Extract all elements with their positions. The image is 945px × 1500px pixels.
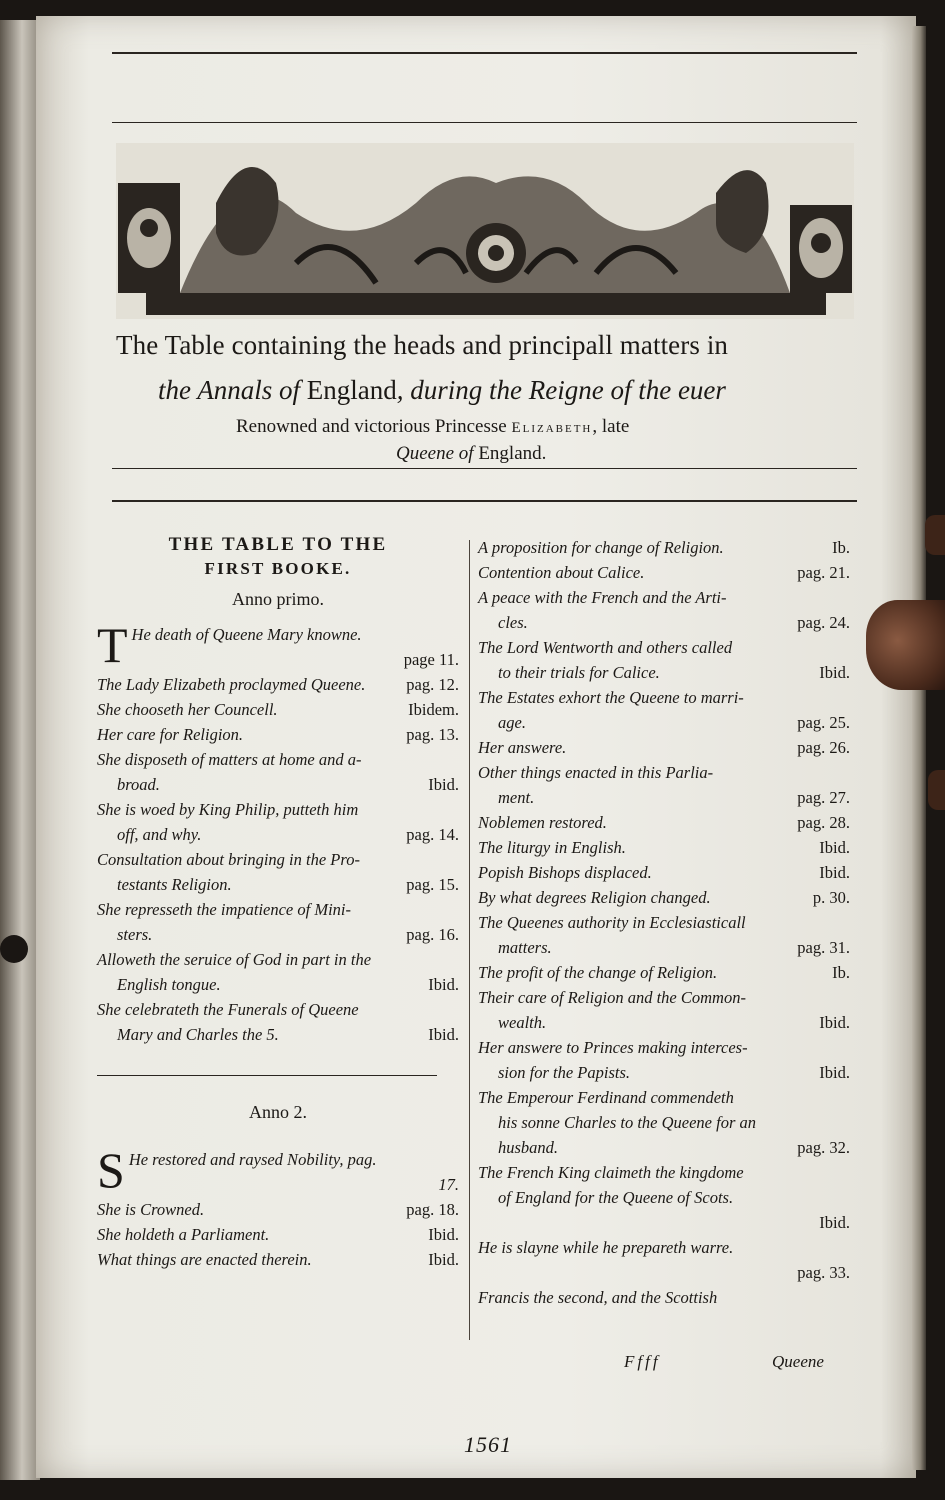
- catchword: Queene: [772, 1352, 824, 1371]
- signature-mark: Ffff: [624, 1352, 661, 1371]
- entry-continuation: his sonne Charles to the Queene for an: [498, 1113, 757, 1132]
- anno-2: Anno 2.: [249, 1102, 307, 1122]
- entry-page-ref: Ibid.: [819, 663, 850, 682]
- table-entry: [97, 722, 459, 747]
- binding-hole: [0, 935, 28, 963]
- entry-page-ref: pag. 28.: [797, 813, 850, 832]
- table-entry: [478, 1035, 850, 1085]
- clasp-bottom: [928, 770, 945, 810]
- folio-number: 1561: [464, 1432, 512, 1457]
- entry-page-ref: pag. 14.: [406, 825, 459, 844]
- table-entry: [478, 885, 850, 910]
- entry-text: He restored and raysed Nobility, pag.: [128, 1150, 377, 1169]
- entry-continuation: of England for the Queene of Scots.: [498, 1188, 734, 1207]
- top-rule: [112, 52, 857, 54]
- entry-page-ref: p. 30.: [812, 888, 850, 907]
- title-line-2c: , during the Reigne of the euer: [396, 375, 726, 405]
- table-entry: [478, 810, 850, 835]
- table-entry: [97, 997, 459, 1047]
- entry-page-ref: Ib.: [832, 538, 850, 557]
- table-entry: [478, 760, 850, 810]
- entry-continuation: cles.: [498, 613, 528, 632]
- entry-text: A proposition for change of Religion.: [478, 538, 724, 557]
- table-entry: [478, 835, 850, 860]
- table-entry: [478, 1160, 850, 1235]
- table-entry: [97, 1197, 459, 1222]
- entry-page-ref: Ibid.: [428, 1250, 459, 1269]
- left-column: [97, 533, 459, 1272]
- table-entry: [97, 747, 459, 797]
- entry-text: He is slayne while he prepareth warre.: [478, 1238, 734, 1257]
- title-line-4b: England.: [478, 443, 547, 464]
- entry-continuation: 17.: [438, 1175, 459, 1194]
- entry-continuation: sters.: [117, 925, 153, 944]
- entry-page-ref: pag. 32.: [797, 1138, 850, 1157]
- table-entry: [478, 735, 850, 760]
- table-entry: [478, 960, 850, 985]
- column-divider: [469, 540, 470, 1340]
- entry-continuation-2: [478, 1210, 850, 1235]
- book-heading-line-1: THE TABLE TO THE: [168, 534, 388, 555]
- entry-page-ref: pag. 27.: [797, 788, 850, 807]
- entry-text: Alloweth the seruice of God in part in the: [97, 950, 372, 969]
- title-line-2b: England: [306, 375, 397, 405]
- table-entry: [478, 585, 850, 635]
- entry-text: She celebrateth the Funerals of Queene: [97, 1000, 359, 1019]
- entry-text: She is woed by King Philip, putteth him: [97, 800, 359, 819]
- title-line-2: [158, 375, 818, 406]
- right-column: [478, 535, 850, 1310]
- table-entry: [478, 910, 850, 960]
- entry-page-ref: pag. 33.: [797, 1263, 850, 1282]
- top-rule-2: [112, 122, 857, 123]
- entries-anno-primo: [97, 617, 459, 1047]
- clasp-top: [925, 515, 945, 555]
- entry-page-ref: pag. 31.: [797, 938, 850, 957]
- entry-text: Contention about Calice.: [478, 563, 645, 582]
- entry-text: The Estates exhort the Queene to marri-: [478, 688, 744, 707]
- title-line-3: [236, 416, 629, 438]
- title-line-1: The Table containing the heads and principall matters in: [116, 330, 729, 360]
- table-entry: [478, 860, 850, 885]
- entry-page-ref: pag. 12.: [406, 675, 459, 694]
- entry-text: Consultation about bringing in the Pro-: [97, 850, 360, 869]
- entry-continuation-2: husband.: [498, 1138, 559, 1157]
- entries-anno-2: [97, 1142, 459, 1272]
- entry-continuation: Mary and Charles the 5.: [117, 1025, 279, 1044]
- entry-page-ref: Ibidem.: [408, 700, 459, 719]
- table-entry: [478, 560, 850, 585]
- drop-cap: T: [97, 617, 128, 673]
- entry-text: By what degrees Religion changed.: [478, 888, 711, 907]
- entry-text: Noblemen restored.: [478, 813, 607, 832]
- title-line-3c: , late: [592, 416, 630, 437]
- drop-cap: S: [97, 1142, 125, 1198]
- entry-text: She is Crowned.: [97, 1200, 205, 1219]
- entry-text: She chooseth her Councell.: [97, 700, 278, 719]
- table-entry: [478, 1085, 850, 1160]
- table-entry: [478, 685, 850, 735]
- clasp: [866, 600, 945, 690]
- entry-continuation: broad.: [117, 775, 160, 794]
- entry-text: Her answere.: [478, 738, 567, 757]
- entry-page-ref: Ibid.: [428, 1025, 459, 1044]
- entry-text: The Emperour Ferdinand commendeth: [478, 1088, 734, 1107]
- entry-continuation: ment.: [498, 788, 535, 807]
- entry-text: She represseth the impatience of Mini-: [97, 900, 352, 919]
- title-line-4a: Queene of: [396, 443, 479, 464]
- table-entry: [97, 947, 459, 997]
- entry-continuation: age.: [498, 713, 526, 732]
- entry-text: She holdeth a Parliament.: [97, 1225, 270, 1244]
- entry-page-ref: Ibid.: [428, 975, 459, 994]
- table-entry: [97, 1222, 459, 1247]
- entry-text: The Queenes authority in Ecclesiasticall: [478, 913, 746, 932]
- entry-text: Popish Bishops displaced.: [478, 863, 652, 882]
- entry-text: The Lord Wentworth and others called: [478, 638, 733, 657]
- entry-text: What things are enacted therein.: [97, 1250, 312, 1269]
- table-entry: [97, 1247, 459, 1272]
- entry-page-ref: Ibid.: [819, 838, 850, 857]
- table-entry: [97, 797, 459, 847]
- entry-continuation: off, and why.: [117, 825, 202, 844]
- section-rule: [97, 1075, 437, 1076]
- entry-text: He death of Queene Mary knowne.: [131, 625, 362, 644]
- entry-continuation-2: [478, 1260, 850, 1285]
- entry-page-ref: pag. 25.: [797, 713, 850, 732]
- table-entry: [97, 672, 459, 697]
- entry-text: Their care of Religion and the Common-: [478, 988, 746, 1007]
- table-entry: [97, 897, 459, 947]
- title-line-4: [396, 443, 546, 465]
- entry-text: Other things enacted in this Parlia-: [478, 763, 714, 782]
- title-rule-2: [112, 500, 857, 502]
- entry-page-ref: Ib.: [832, 963, 850, 982]
- entry-page-ref: pag. 13.: [406, 725, 459, 744]
- entry-page-ref: Ibid.: [819, 1013, 850, 1032]
- title-rule: [112, 468, 857, 469]
- entry-page-ref: pag. 18.: [406, 1200, 459, 1219]
- table-entry: [97, 617, 459, 673]
- entry-page-ref: Ibid.: [428, 775, 459, 794]
- table-entry: [478, 985, 850, 1035]
- entry-text: Her answere to Princes making interces-: [478, 1038, 748, 1057]
- entry-page-ref: Ibid.: [428, 1225, 459, 1244]
- entry-page-ref: Ibid.: [819, 1213, 850, 1232]
- entry-page-ref: pag. 16.: [406, 925, 459, 944]
- entry-page-ref: pag. 15.: [406, 875, 459, 894]
- table-entry: [478, 535, 850, 560]
- entry-continuation: testants Religion.: [117, 875, 232, 894]
- entry-continuation: to their trials for Calice.: [498, 663, 660, 682]
- entry-continuation: English tongue.: [117, 975, 221, 994]
- left-page-edge: [0, 20, 40, 1480]
- title-line-2a: the Annals of: [158, 375, 307, 405]
- entry-text: The French King claimeth the kingdome: [478, 1163, 744, 1182]
- woodcut-headpiece: [116, 143, 854, 319]
- entry-text: A peace with the French and the Arti-: [478, 588, 727, 607]
- entry-continuation: sion for the Papists.: [498, 1063, 631, 1082]
- entry-page-ref: Ibid.: [819, 863, 850, 882]
- table-entry: [478, 1235, 850, 1285]
- entry-continuation: wealth.: [498, 1013, 547, 1032]
- table-entry: [478, 1285, 850, 1310]
- table-entry: [97, 1142, 459, 1198]
- entry-continuation: matters.: [498, 938, 552, 957]
- entry-text: She disposeth of matters at home and a-: [97, 750, 362, 769]
- entry-page-ref: page 11.: [403, 650, 459, 669]
- entry-page-ref: Ibid.: [819, 1063, 850, 1082]
- anno-primo: Anno primo.: [232, 589, 324, 609]
- entry-text: The profit of the change of Religion.: [478, 963, 718, 982]
- title-line-3b: Elizabeth: [511, 420, 593, 436]
- entry-text: The Lady Elizabeth proclaymed Queene.: [97, 675, 366, 694]
- entry-text: Her care for Religion.: [97, 725, 244, 744]
- table-entry: [97, 697, 459, 722]
- book-heading-line-2: FIRST BOOKE.: [204, 559, 352, 578]
- title-line-3a: Renowned and victorious Princesse: [236, 416, 512, 437]
- entry-page-ref: pag. 26.: [797, 738, 850, 757]
- entry-page-ref: pag. 21.: [797, 563, 850, 582]
- page-fore-edge: [912, 26, 926, 1470]
- table-entry: [478, 635, 850, 685]
- entry-text: The liturgy in English.: [478, 838, 626, 857]
- table-entry: [97, 847, 459, 897]
- entry-text: Francis the second, and the Scottish: [478, 1288, 718, 1307]
- entry-page-ref: pag. 24.: [797, 613, 850, 632]
